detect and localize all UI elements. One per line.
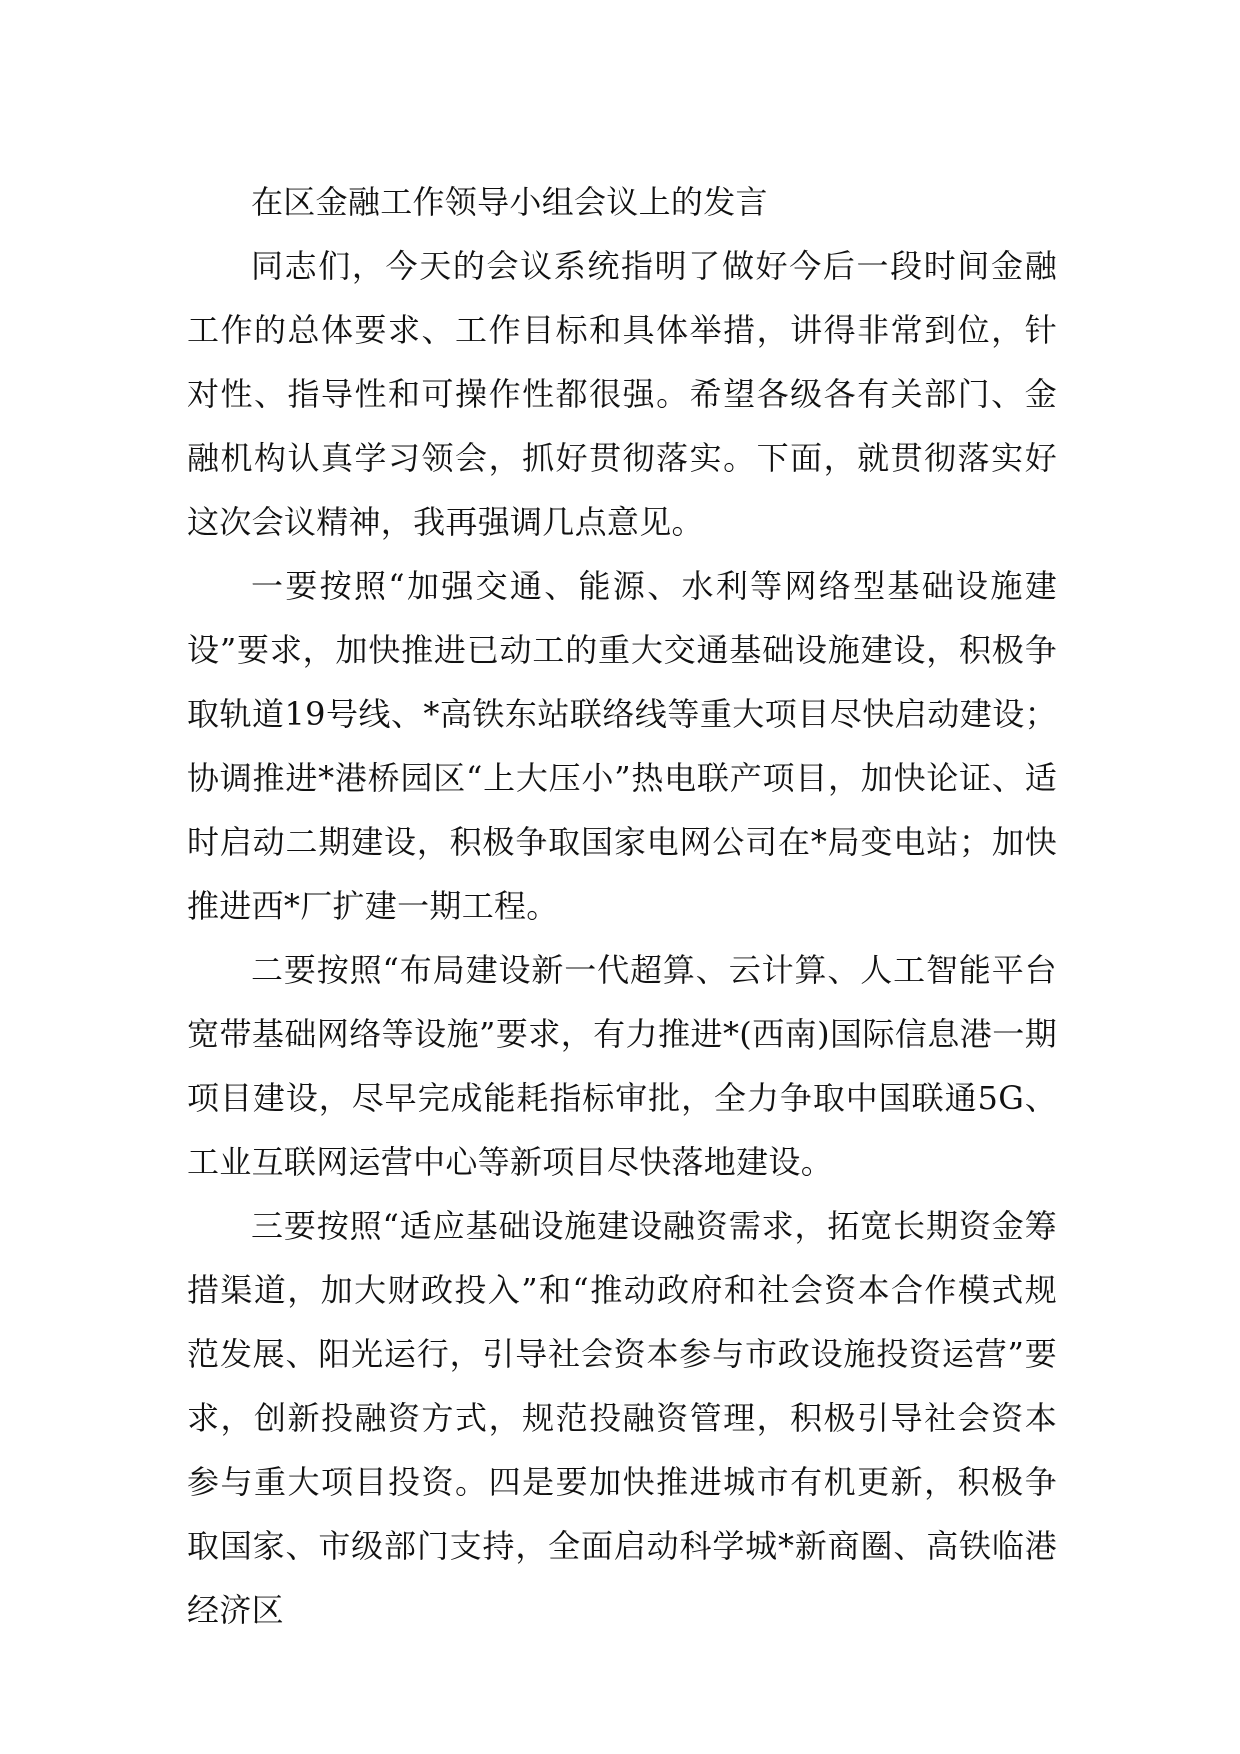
paragraph-point-one: 一要按照“加强交通、能源、水利等网络型基础设施建设”要求，加快推进已动工的重大交通基础设施建设，积极争取轨道19号线、*高铁东站联络线等重大项目尽快启动建设；协调推进*港桥园区“上大压小”热电联产项目，加快论证、适时启动二期建设，积极争取国家电网公司在*局变电站；加快推进西*厂扩建一期工程。 [187, 567, 1057, 925]
document-body [187, 170, 1057, 1642]
paragraph-point-two: 二要按照“布局建设新一代超算、云计算、人工智能平台宽带基础网络等设施”要求，有力推进*(西南)国际信息港一期项目建设，尽早完成能耗指标审批，全力争取中国联通5G、工业互联网运营中心等新项目尽快落地建设。 [187, 951, 1057, 1181]
paragraph-point-three: 三要按照“适应基础设施建设融资需求，拓宽长期资金筹措渠道，加大财政投入”和“推动政府和社会资本合作模式规范发展、阳光运行，引导社会资本参与市政设施投资运营”要求，创新投融资方式，规范投融资管理，积极引导社会资本参与重大项目投资。四是要加快推进城市有机更新，积极争取国家、市级部门支持，全面启动科学城*新商圈、高铁临港经济区 [187, 1207, 1057, 1629]
document-title: 在区金融工作领导小组会议上的发言 [251, 183, 768, 221]
paragraph-opening: 同志们，今天的会议系统指明了做好今后一段时间金融工作的总体要求、工作目标和具体举措，讲得非常到位，针对性、指导性和可操作性都很强。希望各级各有关部门、金融机构认真学习领会，抓好贯彻落实。下面，就贯彻落实好这次会议精神，我再强调几点意见。 [187, 247, 1057, 541]
